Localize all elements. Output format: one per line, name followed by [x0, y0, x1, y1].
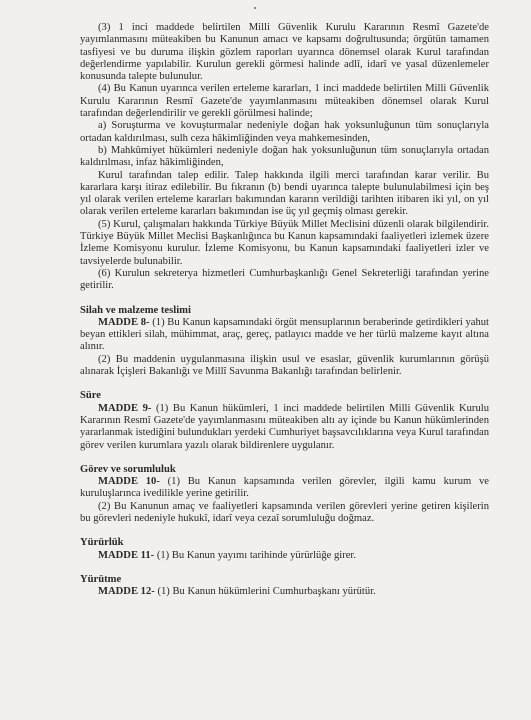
madde-10-p1: [80, 476, 489, 501]
madde-9-text: (1) Bu Kanun hükümleri, 1 inci maddede belirtilen Milli Güvenlik Kurulu Kararının Resmî Gazete'de yayımlanmasını müteakiben altı ay içinde bu Kanun hükümlerinden yararlanmak istediğini bulundukları yerdeki Cumhuriyet başsavcılıklarına veya Kurul tarafından görev verilen kurumlara yazılı olarak bildirenlere uygulanır.: [80, 402, 489, 451]
madde-8-p1: [80, 317, 489, 354]
paragraph-5: (5) Kurul, çalışmaları hakkında Türkiye Büyük Millet Meclisini düzenli olarak bilgilendirir. Türkiye Büyük Millet Meclisi Başkanlığınca bu Kanun kapsamındaki faaliyetleri izlemek üzere İzleme Komisyonu kurulur. İzleme Komisyonu, bu Kanun kapsamındaki faaliyetleri izler ve tavsiyelerde bulunabilir.: [80, 218, 489, 267]
madde-12-label: MADDE 12-: [98, 586, 155, 598]
paragraph-4-tail: Kurul tarafından talep edilir. Talep hakkında ilgili merci tarafından karar verilir. Bu kararlara karşı itiraz edilebilir. Bu fıkranın (b) bendi uyarınca talepte bulunulabilmesi için beş yıl olarak verilen erteleme kararları bakımından kararın verildiği tarihten itibaren iki yıl, on yıl olarak verilen erteleme kararları bakımından ise üç yıl geçmiş olması gerekir.: [80, 169, 489, 218]
scan-dot: [254, 7, 256, 9]
heading-gorev: Görev ve sorumluluk: [80, 463, 176, 475]
madde-11-label: MADDE 11-: [98, 549, 155, 561]
madde-8-p2: (2) Bu maddenin uygulanmasına ilişkin usul ve esaslar, güvenlik kurumlarının görüşü alınarak İçişleri Bakanlığı ve Millî Savunma Bakanlığı tarafından belirlenir.: [80, 353, 489, 378]
heading-sure: Süre: [80, 390, 101, 402]
madde-12-p1: [80, 586, 489, 598]
madde-10-p2: (2) Bu Kanunun amaç ve faaliyetleri kapsamında verilen görevleri yerine getiren kişilerin bu görevleri nedeniyle hukukî, idarî veya cezaî sorumluluğu doğmaz.: [80, 500, 489, 524]
heading-yurutme: Yürütme: [80, 573, 122, 585]
paragraph-4-b: b) Mahkûmiyet hükümleri nedeniyle doğan hak yoksunluğunun tüm sonuçlarıyla ortadan kaldırılması, infaz hâkimliğinden,: [80, 144, 489, 169]
madde-8-text: (1) Bu Kanun kapsamındaki örgüt mensuplarının beraberinde getirdikleri yahut beyan ettikleri silah, mühimmat, araç, gereç, patlayıcı madde ve her türlü malzeme kayıt altına alınır.: [80, 316, 489, 353]
heading-silah: Silah ve malzeme teslimi: [80, 304, 191, 316]
madde-12-text: (1) Bu Kanun hükümlerini Cumhurbaşkanı yürütür.: [154, 586, 376, 598]
heading-yururluk: Yürürlük: [80, 537, 124, 549]
madde-11-p1: [80, 550, 489, 562]
paragraph-3: (3) 1 inci maddede belirtilen Milli Güvenlik Kurulu Kararının Resmî Gazete'de yayımlanmasını müteakiben bu Kanunun amacı ve kapsamı doğrultusunda; örgütün tamamen tasfiyesi ve bu duruma ilişkin gözlem raporları uyarınca dönemsel olarak Kurul tarafından değerlendirme yapılabilir. Kurulun gerekli görmesi halinde adlî, idarî ve yasal düzenlemeler konusunda talepte bulunulur.: [80, 22, 489, 83]
madde-9-p1: [80, 403, 489, 452]
madde-8-label: MADDE 8-: [98, 316, 150, 328]
madde-11-text: (1) Bu Kanun yayımı tarihinde yürürlüğe girer.: [154, 549, 357, 561]
madde-10-text: (1) Bu Kanun kapsamında verilen görevler, ilgili kamu kurum ve kuruluşlarınca ivedilikle yerine getirilir.: [80, 476, 489, 500]
paragraph-4: (4) Bu Kanun uyarınca verilen erteleme kararları, 1 inci maddede belirtilen Milli Güvenlik Kurulu Kararının Resmî Gazete'de yayımlanmasını müteakiben dönemsel olarak Kurul tarafından değerlendirilir ve gerekli görülmesi halinde;: [80, 83, 489, 120]
madde-9-label: MADDE 9-: [98, 402, 152, 414]
paragraph-6: (6) Kurulun sekreterya hizmetleri Cumhurbaşkanlığı Genel Sekreterliği tarafından yerine getirilir.: [80, 267, 489, 292]
madde-10-label: MADDE 10-: [98, 476, 160, 488]
paragraph-4-a: a) Soruşturma ve kovuşturmalar nedeniyle doğan hak yoksunluğunun tüm sonuçlarıyla ortadan kaldırılması, sulh ceza hâkimliğinden veya mahkemesinden,: [80, 120, 489, 144]
